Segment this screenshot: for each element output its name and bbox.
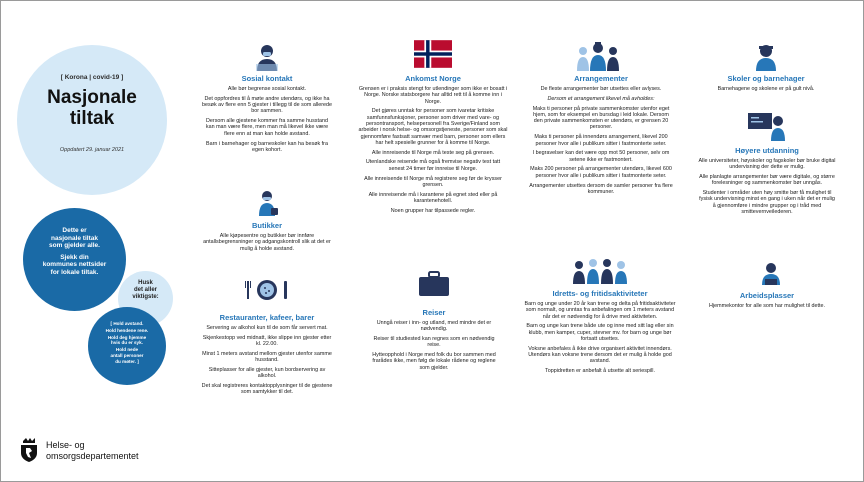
section-paragraph: Det gjøres unntak for personer som ivaretar kritiske samfunnsfunksjoner, personer som driver med vare- og persontransport, helsepersonell fra Sverige/Finland som arbeider i norsk helse- og omsorgstjeneste, personer som skal gjennomføre fastsatt samvær med barn, personer som ellers har helt spesielle grunner for å komme til Norge.: [358, 108, 508, 146]
section-paragraph: Alle planlagte arrangementer bør være digitale, og større forelesninger og sammenkomster bør unngås.: [699, 174, 835, 187]
reminder-item: Hold nede: [115, 347, 139, 353]
sports-team-icon: [571, 256, 629, 284]
norway-flag-icon: [414, 40, 452, 68]
section-paragraph: Servering av alkohol kun til de som får servert mat.: [206, 325, 328, 331]
reminder-title: [118, 280, 173, 301]
section-title: Idretts- og fritidsaktiviteter: [552, 289, 648, 298]
reminder-item: Hold hendene rene.: [105, 327, 149, 333]
section-title: Reiser: [422, 308, 446, 317]
suitcase-icon: [418, 271, 450, 297]
section-arrangementer: [529, 74, 673, 199]
section-arbeidsplasser: [697, 291, 837, 313]
section-paragraph: Reiser til studiested kan regnes som en nødvendig reise.: [373, 336, 495, 349]
section-paragraph: Det skal registreres kontaktopplysninger til de gjestene som samtykker til det.: [201, 383, 333, 396]
section-paragraph: Barnehagene og skolene er på gult nivå.: [717, 86, 815, 92]
shopper-icon: [253, 190, 281, 218]
section-paragraph: Toppidretten er anbefalt å utsette alt seriespill.: [545, 368, 655, 375]
section-paragraph: Alle universiteter, høyskoler og fagskoler bør bruke digital undervisning der dette er mulig.: [698, 158, 836, 171]
reminder-item: [ Hold avstand.: [110, 321, 144, 326]
section-paragraph: Barn og unge kan trene både ute og inne med sitt lag eller sin klubb, men kamper, cuper, stevner mv. for barn og unge bør fortsatt utsettes.: [526, 323, 674, 342]
reminder-item: du møter. ]: [115, 358, 139, 364]
section-paragraph: Barn og unge under 20 år kan trene og delta på fritidsaktiviteter som normalt, og unntas fra anbefalingen om 1 meters avstand når det er nødvendig for å drive med aktiviteten.: [524, 301, 676, 320]
ministry-name-line2: omsorgsdepartementet: [46, 451, 139, 461]
section-paragraph: Noen grupper har tilpassede regler.: [390, 207, 476, 214]
section-title: Høyere utdanning: [735, 146, 799, 155]
section-paragraph: Barn i barnehager og barneskoler kan ha besøk fra egen kohort.: [206, 140, 328, 153]
reminder-title-line: viktigste:: [132, 294, 159, 300]
plate-cutlery-icon: [244, 279, 290, 301]
section-paragraph: Det oppfordres til å møte andre utendørs, og ikke ha besøk av flere enn 5 gjester i tillegg til de som allerede bor sammen.: [201, 95, 333, 115]
updated-date: Oppdatert 29. januar 2021: [59, 147, 125, 153]
topic-tag: [ Korona | covid-19 ]: [60, 74, 124, 81]
section-paragraph: Minst 1 meters avstand mellom gjester utenfor samme husstand.: [202, 350, 332, 364]
section-paragraph: Voksne anbefales å ikke drive organisert aktivitet innendørs. Utendørs kan voksne trene dersom det er mulig å holde god avstand.: [528, 345, 672, 365]
reminder-title-line: Husk: [138, 280, 153, 286]
section-butikker: [201, 221, 333, 255]
person-mask-icon: [253, 43, 281, 71]
local-note: [23, 227, 126, 276]
reminder-list: [88, 321, 166, 365]
ministry-logo-text: [46, 440, 139, 462]
section-paragraph: Alle kjøpesentre og butikker bør innføre antallsbegrensninger og adgangskontroll slik at det er mulig å holde avstand.: [203, 233, 331, 252]
local-note-line: kommunes nettsider: [42, 261, 107, 268]
section-hoyere-utdanning: [697, 146, 837, 219]
reminder-item: hvis du er syk.: [111, 340, 143, 346]
home-office-icon: [759, 261, 783, 285]
section-paragraph: Alle innreisende til Norge må teste seg på grensen.: [371, 149, 495, 156]
section-intro-italic: Dersom et arrangement likevel må avholdes:: [547, 95, 655, 102]
section-intro: De fleste arrangementer bør utsettes eller avlyses.: [540, 86, 662, 92]
section-paragraph: Grensen er i praksis stengt for utlendinger som ikke er bosatt i Norge. Norske statsborgere har alltid rett til å komme inn i Norge.: [358, 86, 508, 105]
local-note-line: Sjekk din: [60, 253, 89, 261]
ministry-name-line1: Helse- og: [46, 440, 85, 450]
section-paragraph: Dersom alle gjestene kommer fra samme husstand kan man være flere, men man må likevel ikke være flere enn at man kan holde avstand.: [205, 118, 329, 137]
section-paragraph: Skjenkestopp ved midnatt, ikke slippe inn gjester etter kl. 22.00.: [202, 334, 332, 348]
section-paragraph: Hjemmekontor for alle som har mulighet til dette.: [709, 303, 825, 309]
section-paragraph: Hytteopphold i Norge med folk du bor sammen med frarådes ikke, men følg de lokale rådene og reglene som gjelder.: [372, 352, 496, 371]
section-paragraph: Maks 200 personer på arrangementer utendørs, likevel 600 personer hvor alle i publikum sitter i fastmonterte seter.: [530, 166, 672, 179]
audience-icon: [573, 41, 623, 71]
coat-of-arms-icon: [19, 437, 39, 463]
section-paragraph: Alle bør begrense sosial kontakt.: [227, 86, 307, 92]
section-reiser: [371, 308, 497, 375]
section-paragraph: Arrangementer utsettes dersom de samler personer fra flere kommuner.: [529, 182, 673, 195]
page-title-line2: tiltak: [69, 108, 115, 129]
section-restauranter: [201, 313, 333, 399]
section-sosial-kontakt: [201, 74, 333, 157]
section-paragraph: I begravelser kan det være opp mot 50 personer, selv om setene ikke er fastmontert.: [532, 150, 670, 163]
student-icon: [753, 43, 779, 71]
teacher-blackboard-icon: [747, 111, 787, 141]
section-title: Skoler og barnehager: [727, 74, 805, 83]
section-paragraph: Studenter i områder uten høy smitte bør få mulighet til fysisk undervisning minst en gang i uken når det er mulig å gjennomføre i mindre grupper og i tråd med smittevernveilederen.: [699, 190, 835, 216]
section-paragraph: Alle innreisende til Norge må registrere seg før de krysser grensen.: [364, 175, 502, 188]
section-skoler: [699, 74, 833, 96]
local-note-line: nasjonale tiltak: [51, 234, 98, 242]
section-idrett: [524, 289, 676, 378]
section-title: Ankomst Norge: [405, 74, 461, 83]
section-paragraph: Maks ti personer på private sammenkomster utenfor eget hjem, som for eksempel en bursdag i leid lokale. Dersom den private sammenkomsten er utendørs, er grensen 20 personer.: [532, 105, 670, 131]
reminder-item: Hold deg hjemme: [107, 334, 147, 340]
section-paragraph: Maks ti personer på innendørs arrangement, likevel 200 personer hvor alle i publikum sitter i fastmonterte seter.: [534, 134, 668, 147]
section-paragraph: Sitteplasser for alle gjester, kun bordservering av alkohol.: [208, 366, 326, 380]
reminder-item: antall personer: [110, 352, 144, 358]
reminder-title-line: det aller: [133, 287, 157, 293]
local-note-line: Dette er: [62, 227, 87, 234]
section-ankomst-norge: [358, 74, 508, 218]
section-title: Arrangementer: [574, 74, 628, 83]
section-title: Arbeidsplasser: [739, 291, 795, 300]
page-title: [17, 87, 167, 129]
local-note-line: som gjelder alle.: [49, 242, 100, 249]
section-title: Restauranter, kafeer, barer: [219, 313, 315, 322]
local-note-line: for lokale tiltak.: [50, 268, 99, 276]
section-paragraph: Alle innreisende må i karantene på egnet sted eller på karantenehotell.: [368, 191, 498, 204]
section-title: Sosial kontakt: [241, 74, 293, 83]
page-title-line1: Nasjonale: [47, 87, 137, 108]
section-paragraph: Utenlandske reisende må også fremvise negativ test tatt senest 24 timer før innreise til Norge.: [365, 159, 501, 172]
section-paragraph: Unngå reiser i inn- og utland, med mindre det er nødvendig.: [376, 320, 492, 333]
section-title: Butikker: [251, 221, 282, 230]
